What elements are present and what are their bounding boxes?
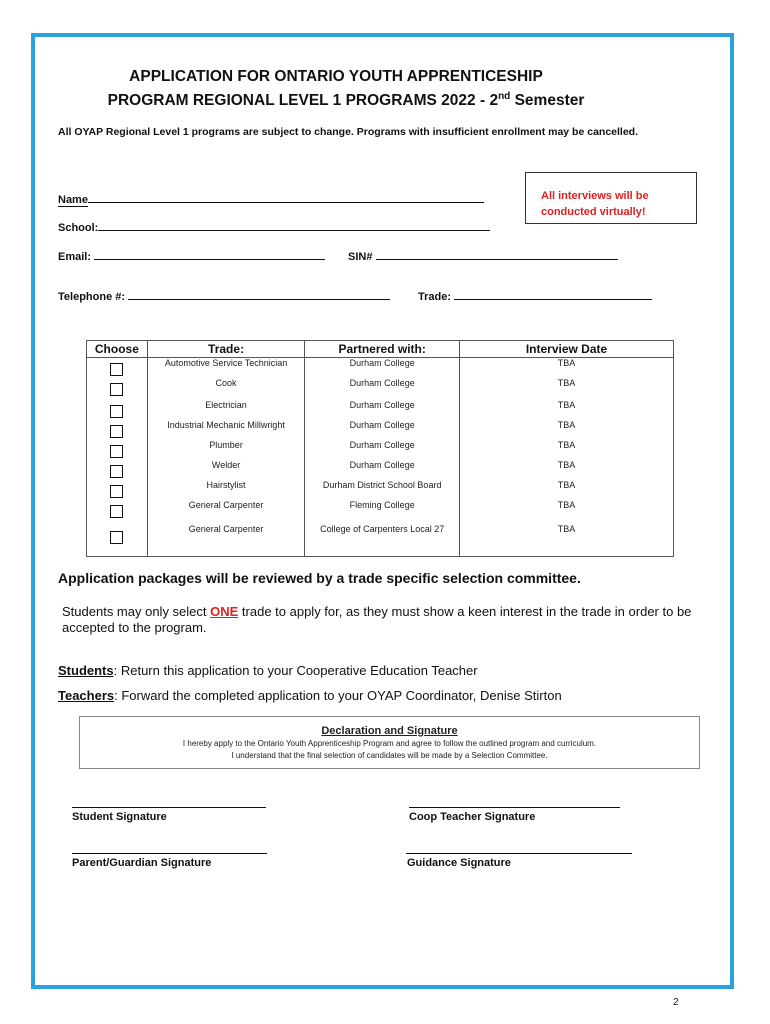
student-signature-label: Student Signature <box>72 811 167 823</box>
intro-text: All OYAP Regional Level 1 programs are subject to change. Programs with insufficient enrollment may be cancelled. <box>58 126 639 138</box>
email-field[interactable]: Email: <box>58 249 325 263</box>
coop-signature-line[interactable] <box>409 807 620 808</box>
table-row: Plumber Durham College TBA <box>87 440 674 460</box>
table-row: General Carpenter College of Carpenters Local 27 TBA <box>87 524 674 557</box>
table-row: Electrician Durham College TBA <box>87 400 674 420</box>
choose-checkbox[interactable] <box>110 485 123 498</box>
header-choose: Choose <box>94 342 139 356</box>
choose-checkbox[interactable] <box>110 405 123 418</box>
table-row: Hairstylist Durham District School Board TBA <box>87 480 674 500</box>
choose-checkbox[interactable] <box>110 505 123 518</box>
declaration-line-2: I understand that the final selection of candidates will be made by a Selection Committee. <box>231 751 548 760</box>
declaration-title: Declaration and Signature <box>321 725 458 737</box>
trade-field[interactable]: Trade: <box>418 289 652 303</box>
table-row: Industrial Mechanic Millwright Durham College TBA <box>87 420 674 440</box>
choose-checkbox[interactable] <box>110 445 123 458</box>
title-line-2: PROGRAM REGIONAL LEVEL 1 PROGRAMS 2022 - 2nd Semester <box>107 91 585 110</box>
table-row: General Carpenter Fleming College TBA <box>87 500 674 524</box>
teachers-instruction: Teachers: Forward the completed application to your OYAP Coordinator, Denise Stirton <box>58 688 562 703</box>
students-instruction: Students: Return this application to your Cooperative Education Teacher <box>58 663 478 678</box>
header-interview-date: Interview Date <box>460 341 674 358</box>
choose-checkbox[interactable] <box>110 363 123 376</box>
choose-checkbox[interactable] <box>110 531 123 544</box>
table-row: Automotive Service Technician Durham College TBA <box>87 358 674 379</box>
header-trade: Trade: <box>147 341 305 358</box>
table-row: Welder Durham College TBA <box>87 460 674 480</box>
sin-field[interactable]: SIN# <box>348 249 618 263</box>
student-signature-line[interactable] <box>72 807 266 808</box>
guidance-signature-line[interactable] <box>406 853 632 854</box>
coop-signature-label: Coop Teacher Signature <box>409 811 536 823</box>
telephone-field[interactable]: Telephone #: <box>58 289 390 303</box>
table-row: Cook Durham College TBA <box>87 378 674 400</box>
school-field[interactable]: School: <box>58 220 490 234</box>
trade-table <box>86 340 674 557</box>
declaration-line-1: I hereby apply to the Ontario Youth Apprenticeship Program and agree to follow the outlined program and curriculum. <box>182 739 597 748</box>
title-line-1: APPLICATION FOR ONTARIO YOUTH APPRENTICESHIP <box>129 68 543 85</box>
header-partner: Partnered with: <box>305 341 460 358</box>
select-note: Students may only select ONE trade to apply for, as they must show a keen interest in the trade in order to be accepted to the program. <box>62 604 692 635</box>
page-number: 2 <box>673 997 679 1008</box>
choose-checkbox[interactable] <box>110 465 123 478</box>
parent-signature-line[interactable] <box>72 853 267 854</box>
declaration-box <box>79 716 700 769</box>
choose-checkbox[interactable] <box>110 383 123 396</box>
choose-checkbox[interactable] <box>110 425 123 438</box>
parent-signature-label: Parent/Guardian Signature <box>72 857 212 869</box>
review-note: Application packages will be reviewed by a trade specific selection committee. <box>58 570 581 586</box>
virtual-interview-notice: All interviews will be conducted virtually! <box>525 172 697 224</box>
guidance-signature-label: Guidance Signature <box>407 857 511 869</box>
name-field[interactable]: Name <box>58 192 484 206</box>
